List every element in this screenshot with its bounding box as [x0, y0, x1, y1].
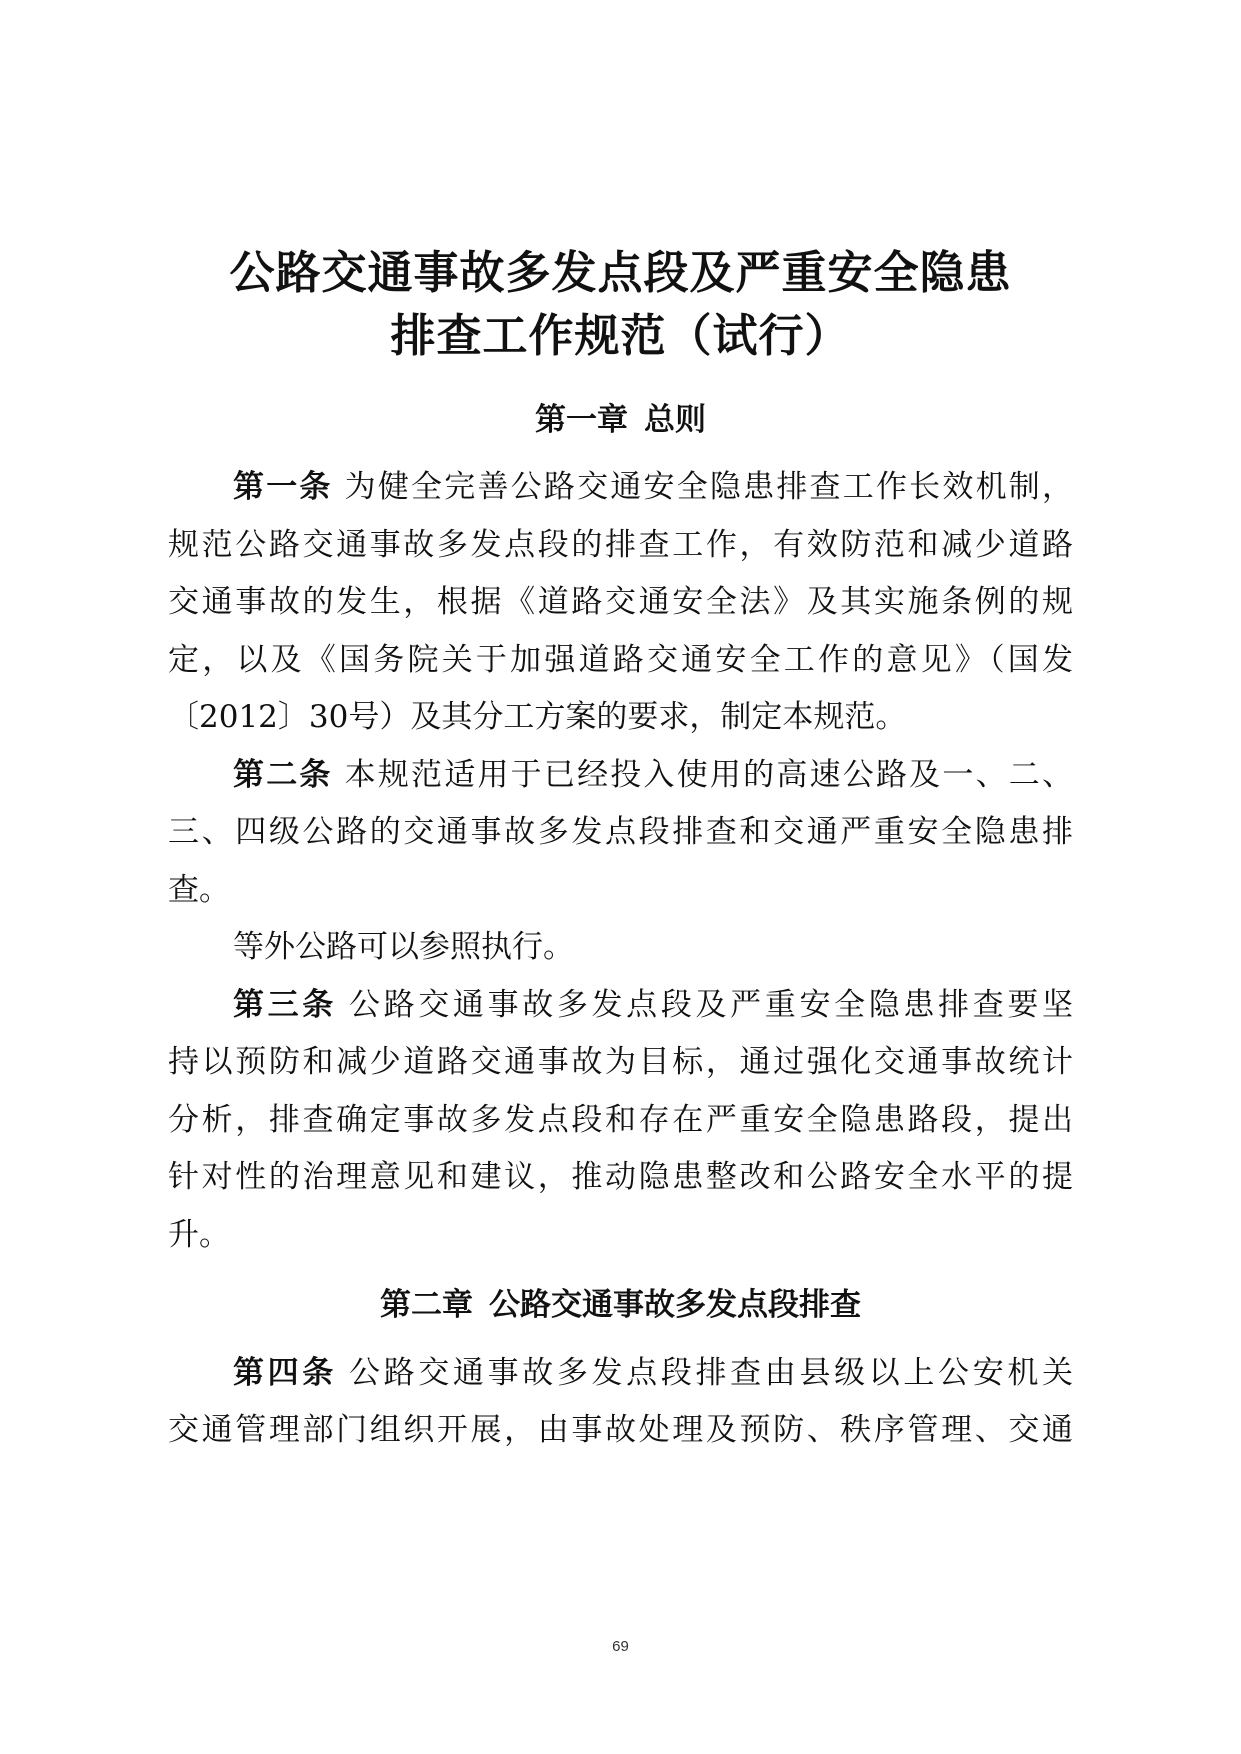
article-1-line-3: 交通事故的发生，根据《道路交通安全法》及其实施条例的规 [168, 584, 1073, 620]
article-3-label: 第三条 [233, 987, 337, 1023]
article-1-line-5: 〔2012〕30号）及其分工方案的要求，制定本规范。 [168, 699, 907, 735]
article-2-note: 等外公路可以参照执行。 [233, 929, 574, 965]
chapter-1-heading [0, 402, 1241, 438]
article-1-line-4: 定，以及《国务院关于加强道路交通安全工作的意见》（国发 [168, 642, 1073, 678]
article-3-line-3: 分析，排查确定事故多发点段和存在严重安全隐患路段，提出 [168, 1102, 1073, 1138]
chapter-2-name: 公路交通事故多发点段排查 [489, 1287, 861, 1323]
article-3-line-5: 升。 [168, 1217, 230, 1253]
document-title-line-1: 公路交通事故多发点段及严重安全隐患 [229, 246, 1012, 299]
article-2-line-1: 第二条 本规范适用于已经投入使用的高速公路及一、二、 [233, 757, 1073, 793]
article-2-label: 第二条 [233, 757, 333, 793]
chapter-2-heading [0, 1287, 1241, 1323]
article-2-line-3: 查。 [168, 872, 230, 908]
article-4-line-1: 第四条 公路交通事故多发点段排查由县级以上公安机关 [233, 1355, 1074, 1391]
chapter-2-number: 第二章 [380, 1287, 473, 1323]
article-3-line-1: 第三条 公路交通事故多发点段及严重安全隐患排查要坚 [233, 987, 1074, 1023]
article-3-line-4: 针对性的治理意见和建议，推动隐患整改和公路安全水平的提 [168, 1159, 1073, 1195]
article-4-line-2: 交通管理部门组织开展，由事故处理及预防、秩序管理、交通 [168, 1412, 1073, 1448]
article-4-label: 第四条 [233, 1355, 337, 1391]
chapter-1-name: 总则 [644, 402, 706, 438]
article-1-label: 第一条 [233, 469, 333, 505]
document-title-line-2: 排查工作规范（试行） [390, 309, 851, 362]
article-1-line-1: 第一条 为健全完善公路交通安全隐患排查工作长效机制， [233, 469, 1073, 505]
article-1-line-2: 规范公路交通事故多发点段的排查工作，有效防范和减少道路 [168, 527, 1073, 563]
page-number: 69 [612, 1638, 629, 1655]
article-3-line-2: 持以预防和减少道路交通事故为目标，通过强化交通事故统计 [168, 1044, 1073, 1080]
chapter-1-number: 第一章 [535, 402, 628, 438]
article-2-line-2: 三、四级公路的交通事故多发点段排查和交通严重安全隐患排 [168, 814, 1073, 850]
